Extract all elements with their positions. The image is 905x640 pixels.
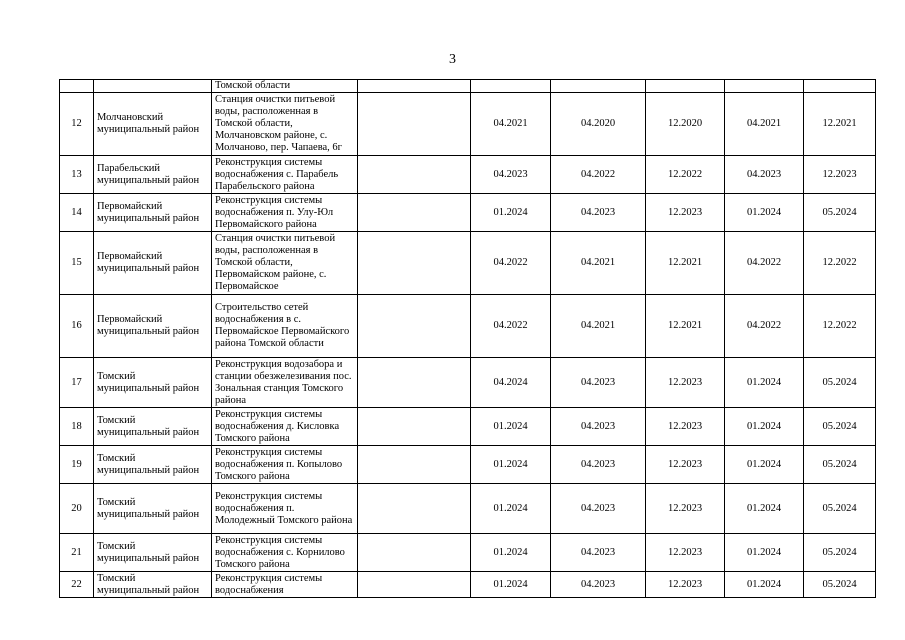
district-cell: Томский муниципальный район bbox=[94, 484, 212, 534]
object-cell: Реконструкция системы водоснабжения с. Парабель Парабельского района bbox=[212, 156, 358, 194]
date-cell: 05.2024 bbox=[804, 408, 876, 446]
date-cell: 04.2022 bbox=[551, 156, 646, 194]
date-cell: 04.2021 bbox=[551, 295, 646, 358]
empty-cell bbox=[358, 358, 471, 408]
date-cell: 04.2023 bbox=[551, 358, 646, 408]
date-cell bbox=[804, 80, 876, 93]
district-cell: Парабельский муниципальный район bbox=[94, 156, 212, 194]
table-row-continuation bbox=[60, 80, 876, 93]
object-cell: Реконструкция системы водоснабжения с. Корнилово Томского района bbox=[212, 534, 358, 572]
date-cell: 04.2021 bbox=[471, 93, 551, 156]
date-cell: 12.2021 bbox=[804, 93, 876, 156]
date-cell: 05.2024 bbox=[804, 572, 876, 598]
date-cell: 12.2022 bbox=[804, 232, 876, 295]
object-cell: Реконструкция системы водоснабжения п. Молодежный Томского района bbox=[212, 484, 358, 534]
date-cell: 12.2023 bbox=[646, 194, 725, 232]
district-cell bbox=[94, 80, 212, 93]
date-cell: 01.2024 bbox=[725, 408, 804, 446]
date-cell: 12.2023 bbox=[646, 572, 725, 598]
date-cell: 12.2021 bbox=[646, 232, 725, 295]
row-number-cell: 15 bbox=[60, 232, 94, 295]
table-row bbox=[60, 408, 876, 446]
date-cell: 01.2024 bbox=[471, 572, 551, 598]
date-cell: 04.2022 bbox=[725, 232, 804, 295]
row-number-cell: 14 bbox=[60, 194, 94, 232]
date-cell: 05.2024 bbox=[804, 194, 876, 232]
object-cell: Томской области bbox=[212, 80, 358, 93]
district-cell: Томский муниципальный район bbox=[94, 534, 212, 572]
empty-cell bbox=[358, 295, 471, 358]
table-row bbox=[60, 484, 876, 534]
table-row bbox=[60, 446, 876, 484]
district-cell: Томский муниципальный район bbox=[94, 408, 212, 446]
empty-cell bbox=[358, 156, 471, 194]
date-cell: 01.2024 bbox=[725, 534, 804, 572]
date-cell bbox=[471, 80, 551, 93]
object-cell: Станция очистки питьевой воды, расположенная в Томской области, Первомайском районе, с. Первомайское bbox=[212, 232, 358, 295]
date-cell: 04.2022 bbox=[725, 295, 804, 358]
row-number-cell: 20 bbox=[60, 484, 94, 534]
date-cell: 04.2020 bbox=[551, 93, 646, 156]
empty-cell bbox=[358, 534, 471, 572]
date-cell: 04.2023 bbox=[471, 156, 551, 194]
row-number-cell: 18 bbox=[60, 408, 94, 446]
date-cell: 04.2024 bbox=[471, 358, 551, 408]
page-number: 3 bbox=[449, 52, 456, 67]
district-cell: Первомайский муниципальный район bbox=[94, 194, 212, 232]
empty-cell bbox=[358, 484, 471, 534]
table-row bbox=[60, 93, 876, 156]
date-cell: 01.2024 bbox=[725, 484, 804, 534]
empty-cell bbox=[358, 80, 471, 93]
district-cell: Первомайский муниципальный район bbox=[94, 232, 212, 295]
district-cell: Томский муниципальный район bbox=[94, 446, 212, 484]
table-row bbox=[60, 358, 876, 408]
object-cell: Реконструкция системы водоснабжения п. Улу-Юл Первомайского района bbox=[212, 194, 358, 232]
date-cell: 04.2023 bbox=[551, 446, 646, 484]
date-cell: 01.2024 bbox=[725, 572, 804, 598]
object-cell: Реконструкция водозабора и станции обезжелезивания пос. Зональная станция Томского района bbox=[212, 358, 358, 408]
schedule-table bbox=[59, 79, 876, 598]
date-cell: 04.2023 bbox=[551, 534, 646, 572]
date-cell: 05.2024 bbox=[804, 484, 876, 534]
date-cell: 12.2020 bbox=[646, 93, 725, 156]
date-cell: 04.2021 bbox=[725, 93, 804, 156]
table-row bbox=[60, 194, 876, 232]
row-number-cell: 22 bbox=[60, 572, 94, 598]
date-cell: 04.2023 bbox=[551, 408, 646, 446]
row-number-cell: 16 bbox=[60, 295, 94, 358]
empty-cell bbox=[358, 194, 471, 232]
date-cell bbox=[551, 80, 646, 93]
date-cell: 05.2024 bbox=[804, 446, 876, 484]
date-cell: 01.2024 bbox=[471, 194, 551, 232]
district-cell: Молчановский муниципальный район bbox=[94, 93, 212, 156]
date-cell: 01.2024 bbox=[725, 358, 804, 408]
table-body bbox=[60, 80, 876, 598]
date-cell: 04.2023 bbox=[725, 156, 804, 194]
date-cell: 01.2024 bbox=[471, 484, 551, 534]
table-row bbox=[60, 156, 876, 194]
date-cell: 04.2022 bbox=[471, 232, 551, 295]
empty-cell bbox=[358, 408, 471, 446]
date-cell: 05.2024 bbox=[804, 534, 876, 572]
date-cell: 01.2024 bbox=[471, 408, 551, 446]
date-cell: 04.2021 bbox=[551, 232, 646, 295]
date-cell: 12.2022 bbox=[646, 156, 725, 194]
row-number-cell: 12 bbox=[60, 93, 94, 156]
empty-cell bbox=[358, 572, 471, 598]
district-cell: Первомайский муниципальный район bbox=[94, 295, 212, 358]
date-cell: 01.2024 bbox=[725, 446, 804, 484]
empty-cell bbox=[358, 93, 471, 156]
empty-cell bbox=[358, 446, 471, 484]
district-cell: Томский муниципальный район bbox=[94, 358, 212, 408]
district-cell: Томский муниципальный район bbox=[94, 572, 212, 598]
date-cell: 12.2021 bbox=[646, 295, 725, 358]
object-cell: Строительство сетей водоснабжения в с. Первомайское Первомайского района Томской области bbox=[212, 295, 358, 358]
row-number-cell: 13 bbox=[60, 156, 94, 194]
date-cell: 12.2023 bbox=[646, 534, 725, 572]
date-cell: 12.2023 bbox=[804, 156, 876, 194]
table-row bbox=[60, 295, 876, 358]
date-cell: 04.2023 bbox=[551, 194, 646, 232]
date-cell: 12.2023 bbox=[646, 484, 725, 534]
date-cell: 01.2024 bbox=[725, 194, 804, 232]
date-cell: 04.2023 bbox=[551, 572, 646, 598]
date-cell: 12.2023 bbox=[646, 408, 725, 446]
object-cell: Реконструкция системы водоснабжения п. Копылово Томского района bbox=[212, 446, 358, 484]
table-row bbox=[60, 232, 876, 295]
date-cell: 12.2022 bbox=[804, 295, 876, 358]
row-number-cell: 17 bbox=[60, 358, 94, 408]
date-cell bbox=[646, 80, 725, 93]
table-row bbox=[60, 572, 876, 598]
date-cell: 12.2023 bbox=[646, 446, 725, 484]
date-cell: 04.2022 bbox=[471, 295, 551, 358]
row-number-cell bbox=[60, 80, 94, 93]
date-cell: 12.2023 bbox=[646, 358, 725, 408]
object-cell: Станция очистки питьевой воды, расположенная в Томской области, Молчановском районе, с. Молчаново, пер. Чапаева, 6г bbox=[212, 93, 358, 156]
date-cell: 01.2024 bbox=[471, 534, 551, 572]
object-cell: Реконструкция системы водоснабжения bbox=[212, 572, 358, 598]
date-cell: 04.2023 bbox=[551, 484, 646, 534]
date-cell bbox=[725, 80, 804, 93]
row-number-cell: 19 bbox=[60, 446, 94, 484]
date-cell: 05.2024 bbox=[804, 358, 876, 408]
row-number-cell: 21 bbox=[60, 534, 94, 572]
table-row bbox=[60, 534, 876, 572]
empty-cell bbox=[358, 232, 471, 295]
date-cell: 01.2024 bbox=[471, 446, 551, 484]
object-cell: Реконструкция системы водоснабжения д. Кисловка Томского района bbox=[212, 408, 358, 446]
